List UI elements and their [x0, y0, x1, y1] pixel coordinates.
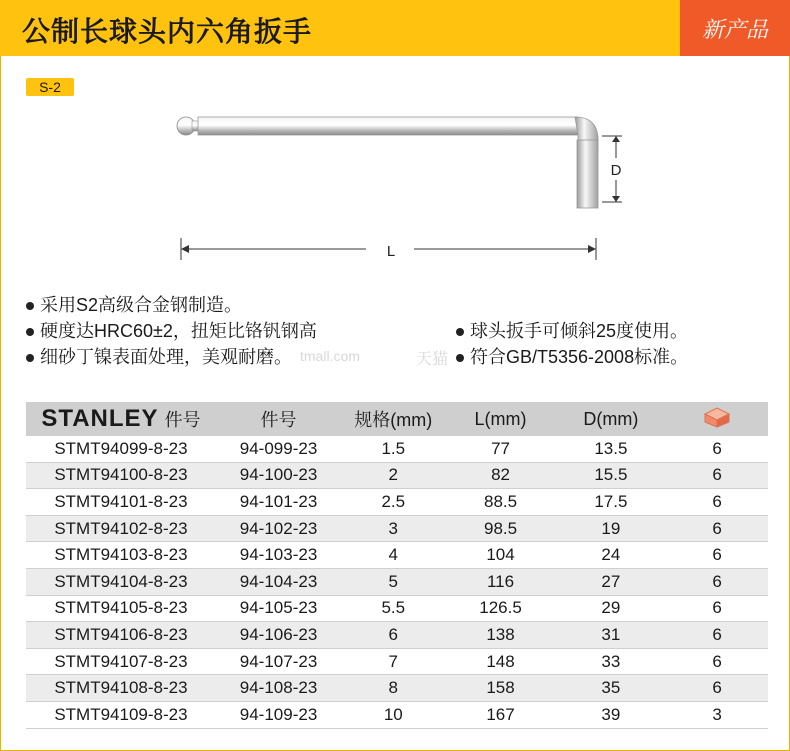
table-cell: 94-099-23 — [216, 436, 341, 462]
bullet-icon — [456, 328, 464, 336]
table-cell: 94-104-23 — [216, 568, 341, 595]
table-cell: 82 — [445, 462, 555, 489]
table-cell: 35 — [556, 675, 666, 702]
table-cell: 148 — [445, 648, 555, 675]
table-cell: 10 — [341, 701, 445, 728]
wrench-diagram — [170, 110, 630, 270]
table-cell: 1.5 — [341, 436, 445, 462]
table-cell: 94-102-23 — [216, 515, 341, 542]
watermark-text: 天猫 — [416, 351, 449, 368]
table-cell: 94-101-23 — [216, 489, 341, 516]
brand-header: STANLEY 件号 — [26, 402, 216, 436]
table-cell: 6 — [666, 675, 768, 702]
feature-item: 符合GB/T5356-2008标准。 — [456, 344, 688, 370]
table-cell: STMT94101-8-23 — [26, 489, 216, 516]
column-header: 件号 — [216, 402, 341, 436]
table-cell: 6 — [341, 622, 445, 649]
table-cell: 6 — [666, 568, 768, 595]
dimension-l-label: L — [386, 243, 396, 260]
table-cell: 6 — [666, 648, 768, 675]
table-row — [26, 701, 768, 728]
table-cell: 94-109-23 — [216, 701, 341, 728]
table-row — [26, 622, 768, 649]
bullet-icon — [26, 302, 34, 310]
table-cell: 98.5 — [445, 515, 555, 542]
table-cell: 4 — [341, 542, 445, 569]
table-cell: 3 — [341, 515, 445, 542]
table-cell: 94-105-23 — [216, 595, 341, 622]
table-cell: 94-107-23 — [216, 648, 341, 675]
table-cell: 27 — [556, 568, 666, 595]
table-cell: 6 — [666, 489, 768, 516]
table-row — [26, 436, 768, 462]
table-cell: 126.5 — [445, 595, 555, 622]
table-row — [26, 568, 768, 595]
dimension-d-label: D — [610, 162, 622, 179]
table-cell: 31 — [556, 622, 666, 649]
table-row — [26, 542, 768, 569]
table-cell: 6 — [666, 462, 768, 489]
wrench-shaft — [198, 117, 578, 135]
table-cell: 33 — [556, 648, 666, 675]
pack-qty-header — [666, 402, 768, 436]
table-cell: 6 — [666, 436, 768, 462]
table-cell: 104 — [445, 542, 555, 569]
table-cell: 8 — [341, 675, 445, 702]
table-row — [26, 515, 768, 542]
table-cell: 6 — [666, 595, 768, 622]
table-cell: STMT94099-8-23 — [26, 436, 216, 462]
table-row — [26, 595, 768, 622]
table-cell: 6 — [666, 515, 768, 542]
bullet-icon — [26, 354, 34, 362]
material-tag: S-2 — [26, 78, 74, 96]
bullet-icon — [456, 354, 464, 362]
table-cell: 19 — [556, 515, 666, 542]
table-cell: STMT94107-8-23 — [26, 648, 216, 675]
table-cell: 138 — [445, 622, 555, 649]
column-header: L(mm) — [445, 402, 555, 436]
feature-item: 采用S2高级合金钢制造。 — [26, 292, 317, 318]
table-cell: 94-108-23 — [216, 675, 341, 702]
table-cell: 2.5 — [341, 489, 445, 516]
feature-item: 硬度达HRC60±2，扭矩比铬钒钢高 — [26, 318, 317, 344]
table-cell: 6 — [666, 622, 768, 649]
table-cell: 94-103-23 — [216, 542, 341, 569]
table-cell: 5.5 — [341, 595, 445, 622]
table-cell: STMT94108-8-23 — [26, 675, 216, 702]
table-cell: STMT94105-8-23 — [26, 595, 216, 622]
table-cell: 7 — [341, 648, 445, 675]
box-icon — [703, 406, 731, 428]
table-cell: 3 — [666, 701, 768, 728]
feature-list-right — [456, 318, 688, 370]
table-row — [26, 648, 768, 675]
watermark-text: tmall.com — [300, 348, 360, 364]
feature-list-left — [26, 292, 317, 370]
table-cell: 17.5 — [556, 489, 666, 516]
table-cell: STMT94104-8-23 — [26, 568, 216, 595]
feature-item: 球头扳手可倾斜25度使用。 — [456, 318, 688, 344]
table-cell: 2 — [341, 462, 445, 489]
table-cell: 158 — [445, 675, 555, 702]
feature-item: 细砂丁镍表面处理，美观耐磨。 — [26, 344, 317, 370]
table-cell: 5 — [341, 568, 445, 595]
new-product-badge: 新产品 — [680, 0, 790, 56]
table-row — [26, 462, 768, 489]
bullet-icon — [26, 328, 34, 336]
table-cell: 15.5 — [556, 462, 666, 489]
table-cell: 94-106-23 — [216, 622, 341, 649]
table-cell: 24 — [556, 542, 666, 569]
wrench-short-leg — [577, 140, 598, 208]
column-header: 规格(mm) — [341, 402, 445, 436]
table-row — [26, 489, 768, 516]
table-row — [26, 675, 768, 702]
table-cell: STMT94102-8-23 — [26, 515, 216, 542]
table-cell: STMT94106-8-23 — [26, 622, 216, 649]
column-header: D(mm) — [556, 402, 666, 436]
table-cell: 13.5 — [556, 436, 666, 462]
table-cell: 77 — [445, 436, 555, 462]
table-cell: 39 — [556, 701, 666, 728]
table-cell: STMT94100-8-23 — [26, 462, 216, 489]
table-cell: STMT94103-8-23 — [26, 542, 216, 569]
header-bar — [0, 0, 790, 56]
spec-table — [26, 402, 768, 729]
table-cell: 88.5 — [445, 489, 555, 516]
brand-logo: STANLEY — [41, 405, 159, 432]
table-cell: 94-100-23 — [216, 462, 341, 489]
table-cell: STMT94109-8-23 — [26, 701, 216, 728]
table-cell: 116 — [445, 568, 555, 595]
table-cell: 167 — [445, 701, 555, 728]
table-header-row — [26, 402, 768, 436]
table-cell: 6 — [666, 542, 768, 569]
table-cell: 29 — [556, 595, 666, 622]
page-title: 公制长球头内六角扳手 — [22, 16, 313, 47]
